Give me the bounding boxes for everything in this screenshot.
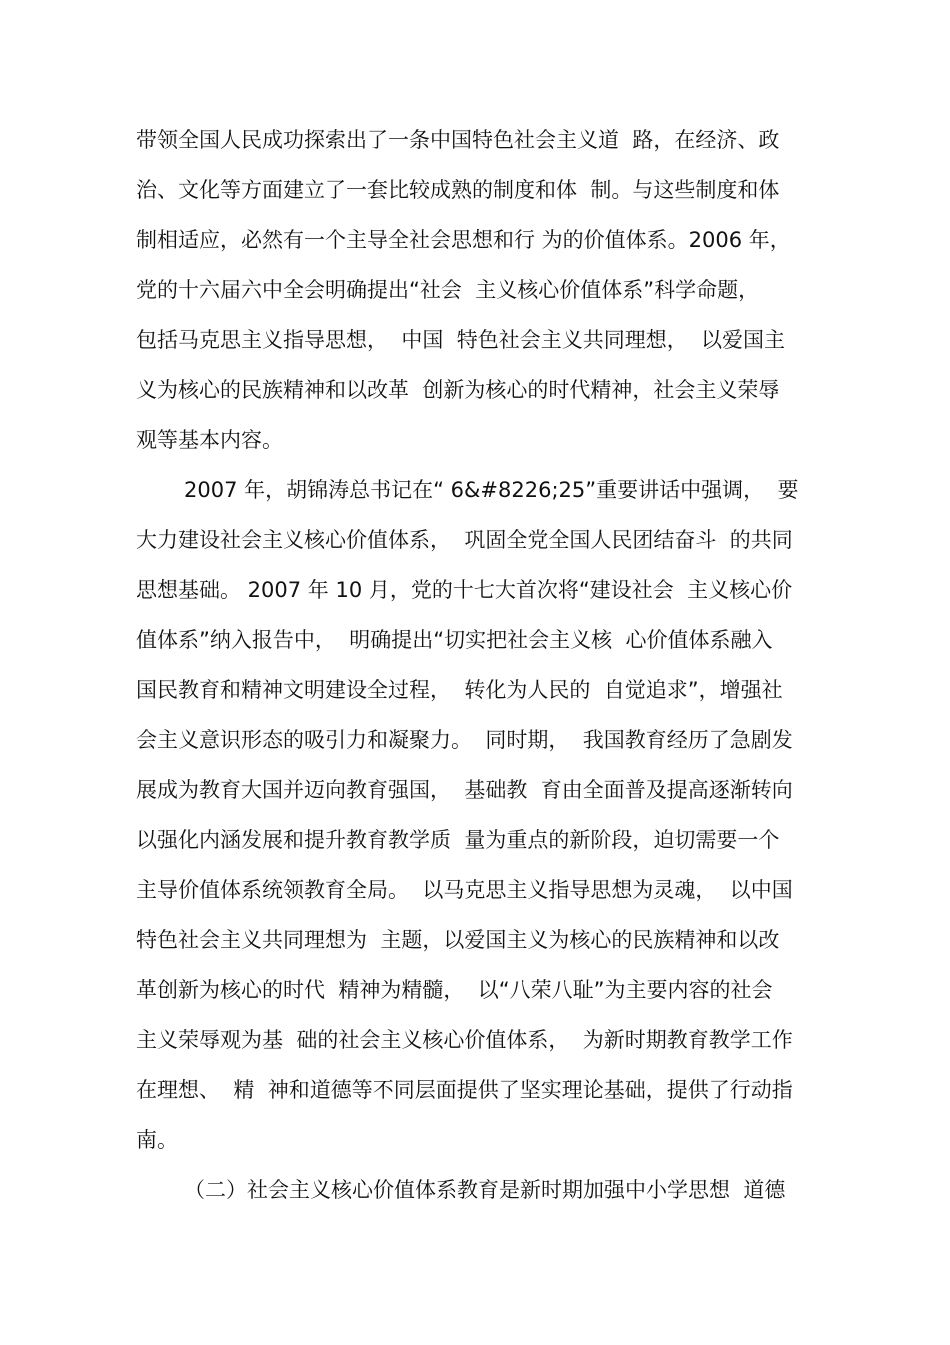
body-text [136, 115, 826, 1215]
text-line: 在理想、 精 神和道德等不同层面提供了坚实理论基础，提供了行动指 [136, 1078, 793, 1102]
text-line: 主导价值体系统领教育全局。 以马克思主义指导思想为灵魂， 以中国 [136, 878, 793, 902]
text-line: 国民教育和精神文明建设全过程， 转化为人民的 自觉追求”，增强社 [136, 678, 783, 702]
text-line: 特色社会主义共同理想为 主题，以爱国主义为核心的民族精神和以改 [136, 928, 780, 952]
text-line: 大力建设社会主义核心价值体系， 巩固全党全国人民团结奋斗 的共同 [136, 528, 793, 552]
paragraph-1 [136, 115, 826, 465]
text-line: 展成为教育大国并迈向教育强国， 基础教 育由全面普及提高逐渐转向 [136, 778, 793, 802]
text-line: 2007 年，胡锦涛总书记在“ 6&#8226;25”重要讲话中强调， 要 [184, 478, 799, 502]
text-line: 以强化内涵发展和提升教育教学质 量为重点的新阶段，迫切需要一个 [136, 828, 780, 852]
text-line: 主义荣辱观为基 础的社会主义核心价值体系， 为新时期教育教学工作 [136, 1028, 793, 1052]
text-line: 义为核心的民族精神和以改革 创新为核心的时代精神，社会主义荣辱 [136, 378, 780, 402]
text-line: 革创新为核心的时代 精神为精髓， 以“八荣八耻”为主要内容的社会 [136, 978, 773, 1002]
text-line: 值体系”纳入报告中， 明确提出“切实把社会主义核 心价值体系融入 [136, 628, 773, 652]
text-line: 带领全国人民成功探索出了一条中国特色社会主义道 路，在经济、政 [136, 128, 780, 152]
text-line: 会主义意识形态的吸引力和凝聚力。 同时期， 我国教育经历了急剧发 [136, 728, 793, 752]
text-line: 观等基本内容。 [136, 428, 283, 452]
section-heading [136, 1165, 826, 1215]
text-line: 南。 [136, 1128, 178, 1152]
text-line: 包括马克思主义指导思想， 中国 特色社会主义共同理想， 以爱国主 [136, 328, 786, 352]
text-line: 治、文化等方面建立了一套比较成熟的制度和体 制。与这些制度和体 [136, 178, 780, 202]
heading-line: （二）社会主义核心价值体系教育是新时期加强中小学思想 道德 [184, 1178, 786, 1202]
text-line: 思想基础。 2007 年 10 月，党的十七大首次将“建设社会 主义核心价 [136, 578, 793, 602]
paragraph-2 [136, 465, 826, 1165]
text-line: 制相适应，必然有一个主导全社会思想和行 为的价值体系。2006 年， [136, 228, 791, 252]
text-line: 党的十六届六中全会明确提出“社会 主义核心价值体系”科学命题， [136, 278, 760, 302]
